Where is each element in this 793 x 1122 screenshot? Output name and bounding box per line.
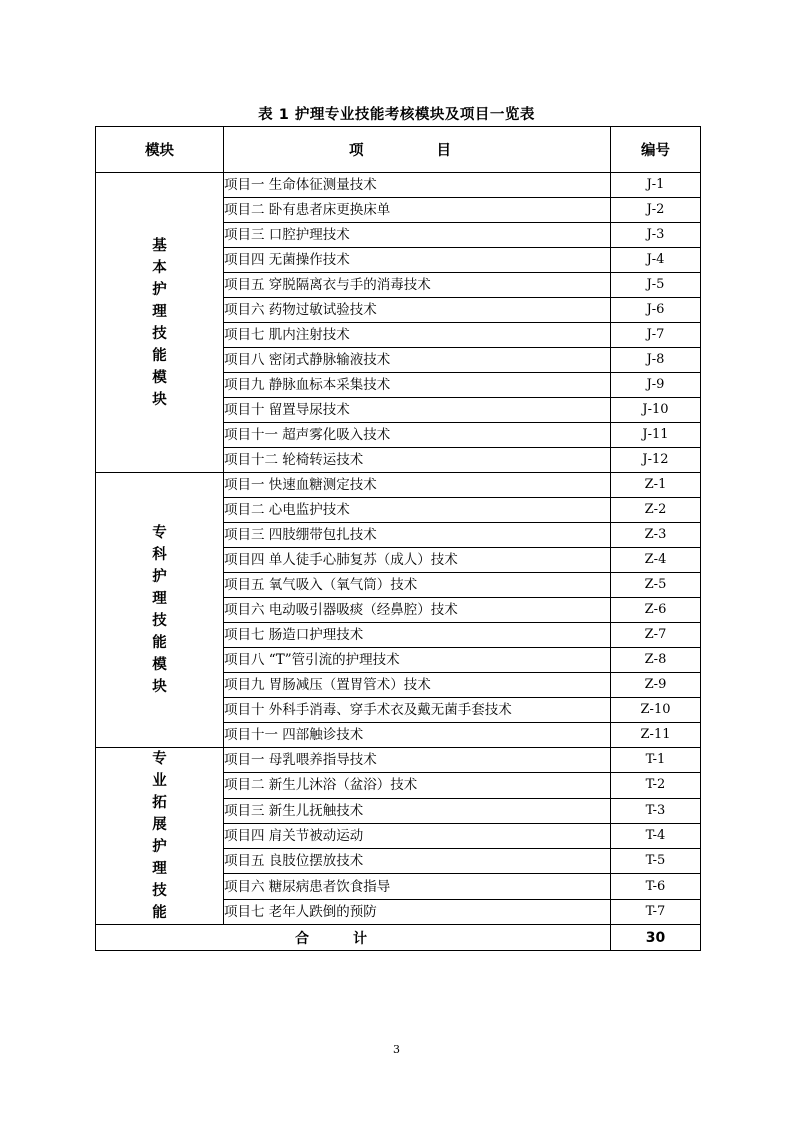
item-code: J-2 <box>611 198 701 223</box>
table-header-row <box>96 127 701 173</box>
module-name-cell <box>96 173 224 473</box>
item-label: 项目六 药物过敏试验技术 <box>224 298 611 323</box>
item-code: Z-5 <box>611 573 701 598</box>
item-code: T-3 <box>611 798 701 823</box>
table-body <box>96 173 701 925</box>
table-title: 表 1 护理专业技能考核模块及项目一览表 <box>258 107 535 123</box>
item-code: T-4 <box>611 823 701 848</box>
item-label: 项目十二 轮椅转运技术 <box>224 448 611 473</box>
table-row <box>96 173 701 198</box>
item-code: T-5 <box>611 849 701 874</box>
table-row <box>96 473 701 498</box>
item-label: 项目十 留置导尿技术 <box>224 398 611 423</box>
item-label: 项目三 新生儿抚触技术 <box>224 798 611 823</box>
item-label: 项目五 良肢位摆放技术 <box>224 849 611 874</box>
item-code: J-8 <box>611 348 701 373</box>
item-label: 项目一 生命体征测量技术 <box>224 173 611 198</box>
module-name: 基本护理技能模块 <box>152 237 167 408</box>
item-label: 项目三 口腔护理技术 <box>224 223 611 248</box>
item-label: 项目九 静脉血标本采集技术 <box>224 373 611 398</box>
item-label: 项目五 穿脱隔离衣与手的消毒技术 <box>224 273 611 298</box>
item-label: 项目六 电动吸引器吸痰（经鼻腔）技术 <box>224 598 611 623</box>
item-code: Z-6 <box>611 598 701 623</box>
total-row <box>96 925 701 951</box>
module-name: 专科护理技能模块 <box>152 525 167 695</box>
item-code: Z-3 <box>611 523 701 548</box>
item-code: T-2 <box>611 773 701 798</box>
table-row <box>96 748 701 773</box>
header-code: 编号 <box>611 127 701 173</box>
item-code: J-10 <box>611 398 701 423</box>
item-label: 项目八 “T”管引流的护理技术 <box>224 648 611 673</box>
total-value: 30 <box>611 925 701 951</box>
item-code: Z-7 <box>611 623 701 648</box>
item-label: 项目二 新生儿沐浴（盆浴）技术 <box>224 773 611 798</box>
item-label: 项目四 肩关节被动运动 <box>224 823 611 848</box>
header-item: 项 目 <box>224 127 611 173</box>
item-label: 项目一 母乳喂养指导技术 <box>224 748 611 773</box>
item-code: Z-10 <box>611 698 701 723</box>
item-label: 项目四 无菌操作技术 <box>224 248 611 273</box>
item-label: 项目八 密闭式静脉输液技术 <box>224 348 611 373</box>
item-code: J-5 <box>611 273 701 298</box>
skills-table <box>95 126 701 951</box>
item-label: 项目二 心电监护技术 <box>224 498 611 523</box>
item-code: J-11 <box>611 423 701 448</box>
module-name: 专业拓展护理技能 <box>152 751 167 921</box>
item-code: Z-9 <box>611 673 701 698</box>
item-label: 项目一 快速血糖测定技术 <box>224 473 611 498</box>
module-name-cell <box>96 748 224 925</box>
module-name-cell <box>96 473 224 748</box>
item-code: T-6 <box>611 874 701 899</box>
item-label: 项目七 肌内注射技术 <box>224 323 611 348</box>
item-label: 项目五 氧气吸入（氧气筒）技术 <box>224 573 611 598</box>
item-label: 项目十一 四部触诊技术 <box>224 723 611 748</box>
item-code: T-7 <box>611 899 701 924</box>
item-code: J-1 <box>611 173 701 198</box>
item-code: J-7 <box>611 323 701 348</box>
item-label: 项目七 肠造口护理技术 <box>224 623 611 648</box>
item-label: 项目四 单人徒手心肺复苏（成人）技术 <box>224 548 611 573</box>
item-code: Z-2 <box>611 498 701 523</box>
item-code: Z-11 <box>611 723 701 748</box>
item-code: J-9 <box>611 373 701 398</box>
item-code: Z-1 <box>611 473 701 498</box>
item-code: J-6 <box>611 298 701 323</box>
header-module: 模块 <box>96 127 224 173</box>
total-label: 合计 <box>96 925 611 951</box>
item-code: J-3 <box>611 223 701 248</box>
item-code: J-4 <box>611 248 701 273</box>
item-label: 项目十一 超声雾化吸入技术 <box>224 423 611 448</box>
item-code: Z-4 <box>611 548 701 573</box>
item-code: T-1 <box>611 748 701 773</box>
item-label: 项目七 老年人跌倒的预防 <box>224 899 611 924</box>
item-label: 项目九 胃肠减压（置胃管术）技术 <box>224 673 611 698</box>
item-code: Z-8 <box>611 648 701 673</box>
page-number: 3 <box>393 1043 400 1056</box>
item-label: 项目三 四肢绷带包扎技术 <box>224 523 611 548</box>
item-label: 项目六 糖尿病患者饮食指导 <box>224 874 611 899</box>
item-code: J-12 <box>611 448 701 473</box>
item-label: 项目二 卧有患者床更换床单 <box>224 198 611 223</box>
item-label: 项目十 外科手消毒、穿手术衣及戴无菌手套技术 <box>224 698 611 723</box>
